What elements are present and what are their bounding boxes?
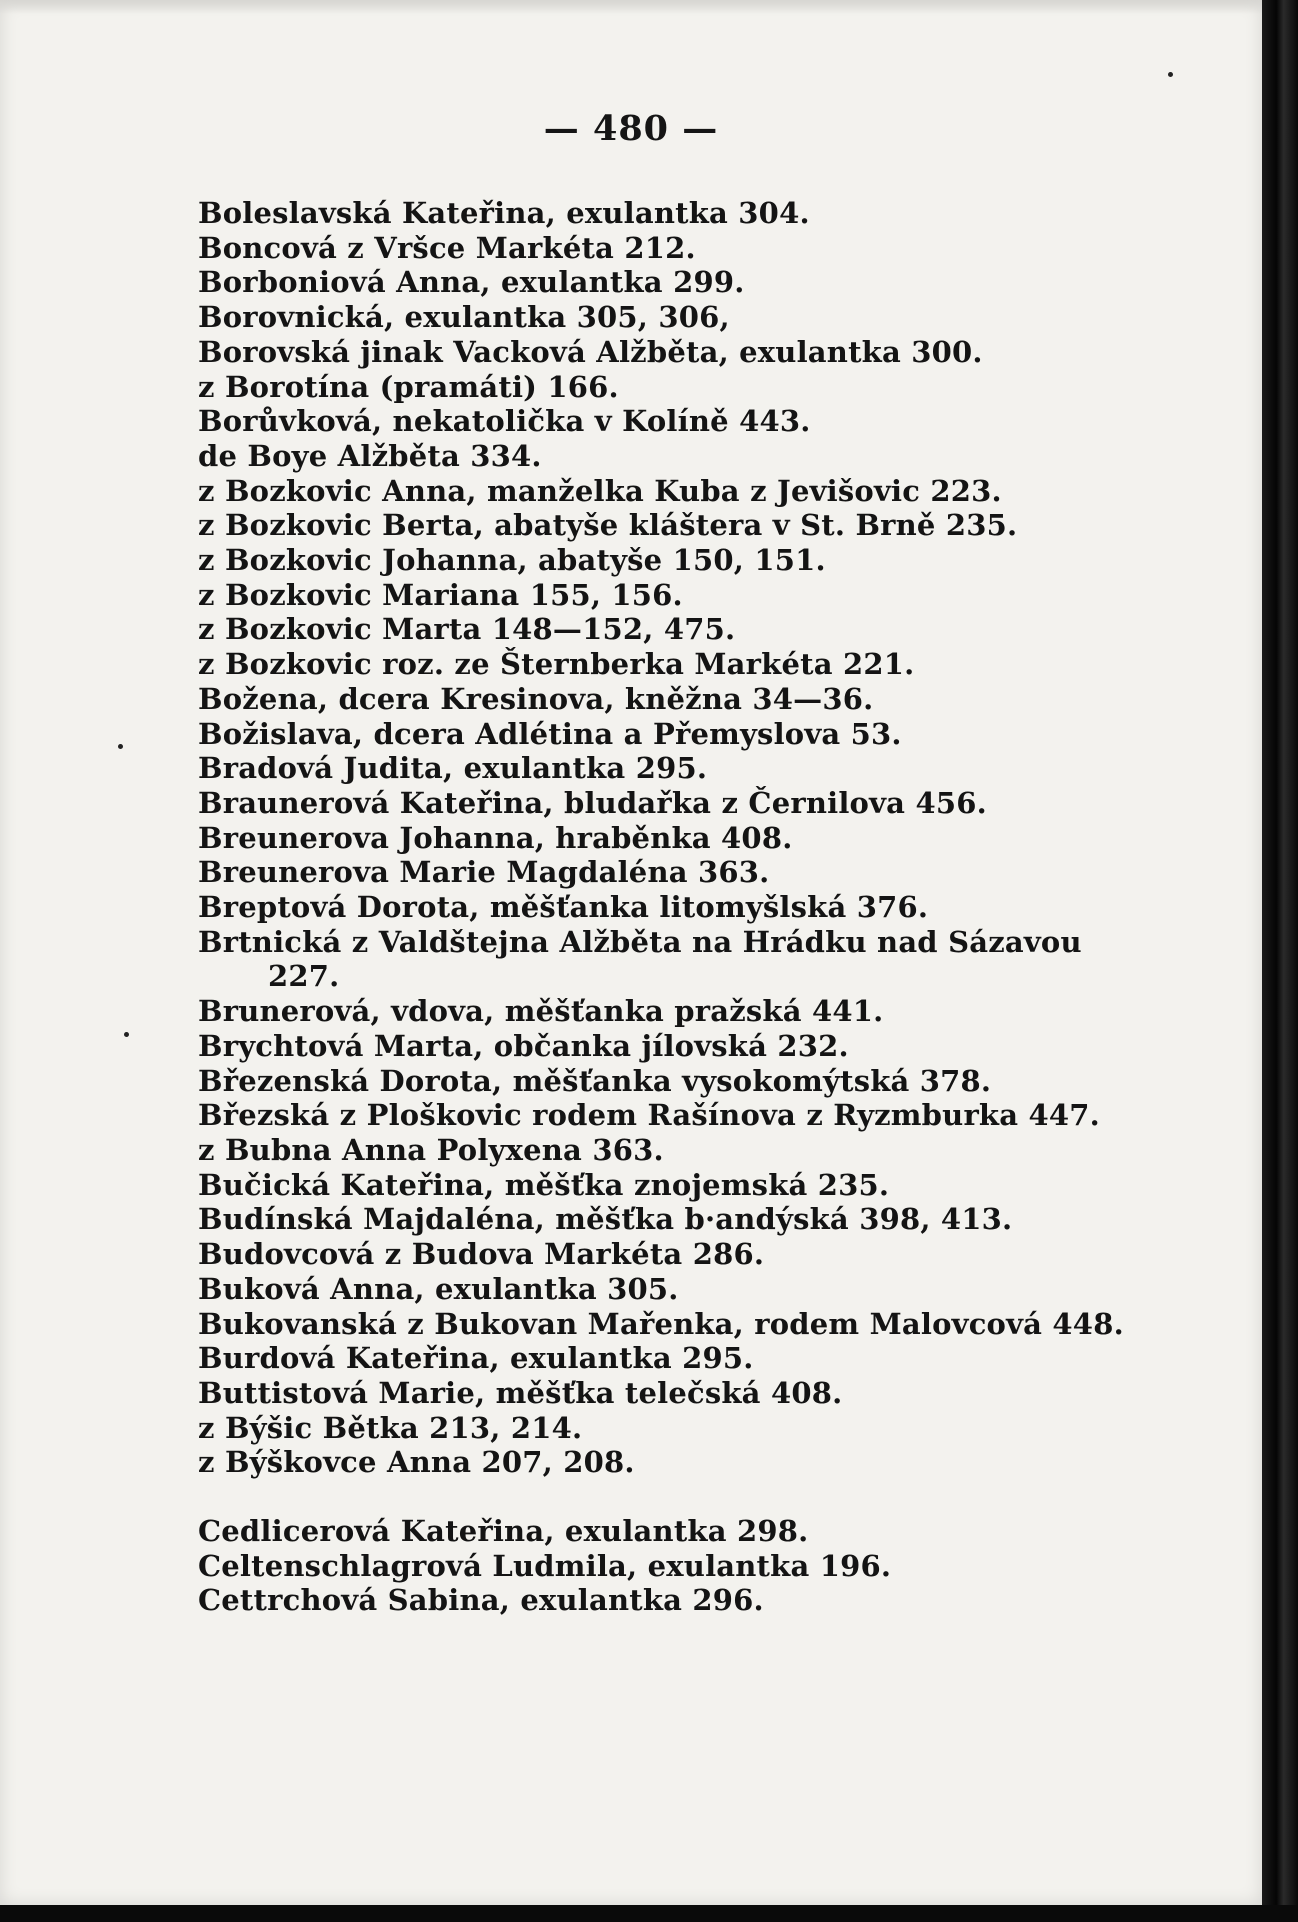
index-entry: z Bozkovic roz. ze Šternberka Markéta 221.	[198, 647, 915, 682]
index-entry: z Bubna Anna Polyxena 363.	[198, 1132, 664, 1167]
index-entry: z Bozkovic Marta 148—152, 475.	[198, 612, 736, 647]
index-entry: Bukovanská z Bukovan Mařenka, rodem Malovcová 448.	[198, 1306, 1124, 1341]
ink-speck	[124, 1032, 129, 1037]
index-entry: Bučická Kateřina, měšťka znojemská 235.	[198, 1167, 890, 1202]
index-entry: Breunerova Marie Magdaléna 363.	[198, 855, 770, 890]
index-entry: Boleslavská Kateřina, exulantka 304.	[198, 196, 810, 230]
index-entry: z Bozkovic Johanna, abatyše 150, 151.	[198, 543, 826, 578]
index-entry: Brtnická z Valdštejna Alžběta na Hrádku nad Sázavou	[198, 924, 1082, 959]
top-edge-shadow	[0, 0, 1262, 14]
index-entry: Budovcová z Budova Markéta 286.	[198, 1237, 765, 1272]
index-entry: z Bozkovic Mariana 155, 156.	[198, 577, 683, 612]
index-entry-continuation: 227.	[268, 959, 340, 994]
index-entry: Bradová Judita, exulantka 295.	[198, 751, 708, 786]
index-entry: z Býškovce Anna 207, 208.	[198, 1445, 635, 1480]
index-entry: Braunerová Kateřina, bludařka z Černilova 456.	[198, 785, 987, 820]
index-entry: Breunerova Johanna, hraběnka 408.	[198, 820, 793, 855]
index-entry: Borůvková, nekatolička v Kolíně 443.	[198, 404, 811, 439]
index-entry: z Borotína (pramáti) 166.	[198, 369, 619, 404]
ink-speck	[118, 744, 123, 749]
index-entry: z Býšic Bětka 213, 214.	[198, 1410, 583, 1445]
index-entry: Božislava, dcera Adlétina a Přemyslova 53.	[198, 716, 902, 751]
page-number: — 480 —	[543, 108, 719, 149]
index-entry: Borovská jinak Vacková Alžběta, exulantka 300.	[198, 334, 983, 369]
index-entry: de Boye Alžběta 334.	[198, 438, 542, 473]
index-entry: Celtenschlagrová Ludmila, exulantka 196.	[198, 1548, 892, 1583]
index-entry: Cettrchová Sabina, exulantka 296.	[198, 1583, 764, 1618]
index-entry: Breptová Dorota, měšťanka litomyšlská 376.	[198, 890, 929, 925]
page-bottom-edge-shadow	[0, 1905, 1298, 1922]
index-entry: Březenská Dorota, měšťanka vysokomýtská 378.	[198, 1063, 992, 1098]
ink-speck	[1168, 72, 1173, 77]
index-entry: Brychtová Marta, občanka jílovská 232.	[198, 1028, 849, 1063]
index-entry: Buková Anna, exulantka 305.	[198, 1271, 679, 1306]
index-entries	[198, 196, 1198, 1618]
index-entry: z Bozkovic Anna, manželka Kuba z Jevišovic 223.	[198, 473, 1002, 508]
index-entry: Božena, dcera Kresinova, kněžna 34—36.	[198, 681, 874, 716]
index-entry: Březská z Ploškovic rodem Rašínova z Ryzmburka 447.	[198, 1098, 1100, 1133]
index-entry: Borboniová Anna, exulantka 299.	[198, 265, 745, 300]
index-entry: Burdová Kateřina, exulantka 295.	[198, 1341, 754, 1376]
index-entry: Boncová z Vršce Markéta 212.	[198, 230, 696, 265]
index-entry: Buttistová Marie, měšťka telečská 408.	[198, 1375, 843, 1410]
index-entry: Cedlicerová Kateřina, exulantka 298.	[198, 1514, 809, 1549]
index-entry: Budínská Majdaléna, měšťka b·andýská 398, 413.	[198, 1202, 1013, 1237]
index-entry: Borovnická, exulantka 305, 306,	[198, 300, 730, 335]
index-entry: z Bozkovic Berta, abatyše kláštera v St. Brně 235.	[198, 508, 1018, 543]
page-right-edge-shadow	[1262, 0, 1298, 1922]
index-entry: Brunerová, vdova, měšťanka pražská 441.	[198, 994, 884, 1029]
